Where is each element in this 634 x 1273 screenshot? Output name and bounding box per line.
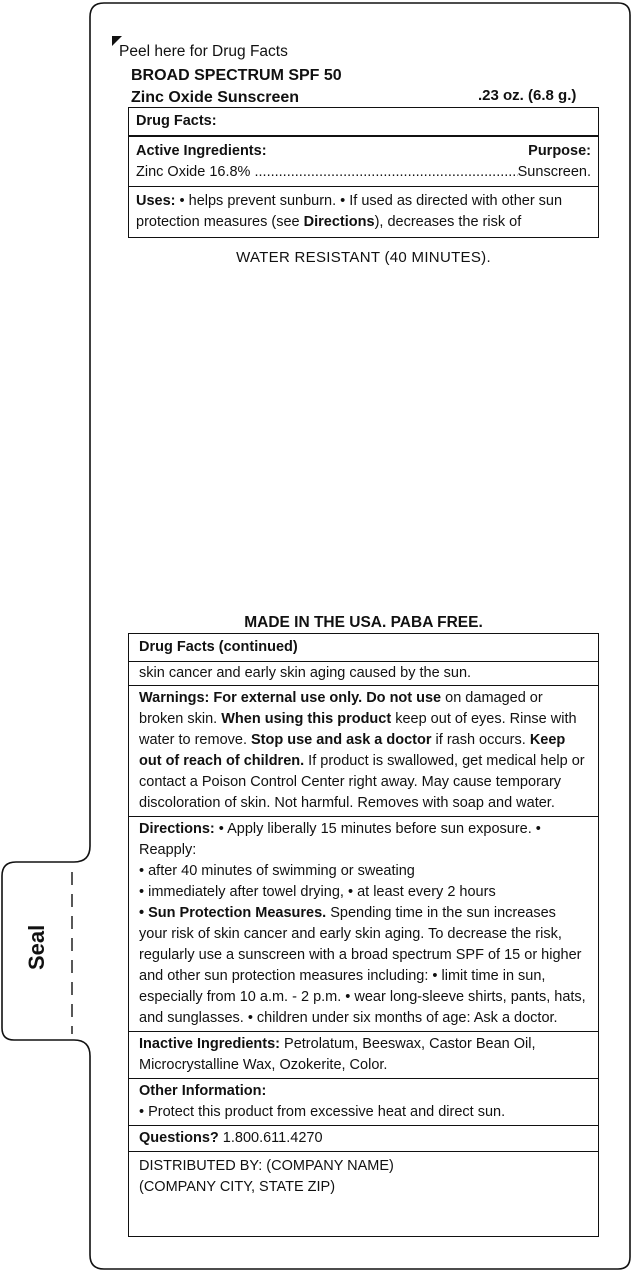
net-weight: .23 oz. (6.8 g.) — [478, 87, 577, 104]
directions-bullet-1: • after 40 minutes of swimming or sweating — [139, 863, 415, 879]
directions-section — [129, 817, 598, 1032]
questions-section — [129, 1126, 598, 1152]
directions-label: Directions: — [139, 821, 215, 837]
warnings-text-3: if rash occurs. — [431, 732, 530, 748]
made-in-usa: MADE IN THE USA. PABA FREE. — [244, 614, 483, 631]
sun-protection-label: • Sun Protection Measures. — [139, 905, 327, 921]
keep-out-label: Keep out of reach of children. — [139, 732, 566, 769]
ingredient-purpose: Sunscreen. — [517, 164, 591, 180]
drug-facts-bottom — [128, 633, 599, 1237]
directions-bullet-2: • immediately after towel drying, • at least every 2 hours — [139, 884, 496, 900]
warnings-text: on damaged or broken skin. — [139, 690, 543, 727]
purpose-label: Purpose: — [528, 143, 591, 159]
uses-label: Uses: — [136, 193, 176, 209]
peel-label[interactable]: Peel here for Drug Facts — [119, 43, 288, 60]
distributed-by — [129, 1152, 598, 1202]
sun-protection-text: Spending time in the sun increases your risk of skin cancer and early skin aging. To decrease the risk, regularly use a sunscreen with a broad spectrum SPF of 15 or higher and other sun protection measures including: • limit time in sun, especially from 10 a.m. - 2 p.m. • wear long-sleeve shirts, pants, hats, and sunglasses. • children under six months of age: Ask a doctor. — [139, 905, 586, 1026]
other-label: Other Information: — [139, 1083, 267, 1099]
warnings-section — [129, 686, 598, 817]
uses-section — [129, 187, 598, 236]
seal-label: Seal — [24, 924, 49, 970]
distributed-line-1: DISTRIBUTED BY: (COMPANY NAME) — [139, 1158, 394, 1174]
warnings-text-4: If product is swallowed, get medical help or contact a Poison Control Center right away. May cause temporary discoloration of skin. Not harmful. Removes with soap and water. — [139, 753, 585, 811]
inactive-label: Inactive Ingredients: — [139, 1036, 281, 1052]
warnings-label: Warnings: For external use only. Do not use — [139, 690, 442, 706]
when-using-label: When using this product — [221, 711, 392, 727]
inactive-ingredients — [129, 1032, 598, 1079]
distributed-line-2: (COMPANY CITY, STATE ZIP) — [139, 1179, 336, 1195]
questions-phone: 1.800.611.4270 — [218, 1130, 323, 1146]
other-text: • Protect this product from excessive heat and direct sun. — [139, 1104, 506, 1120]
uses-continued: skin cancer and early skin aging caused by the sun. — [129, 662, 598, 686]
inactive-text: Petrolatum, Beeswax, Castor Bean Oil, Microcrystalline Wax, Ozokerite, Color. — [139, 1036, 536, 1073]
drug-facts-top — [128, 107, 599, 238]
warnings-text-2: keep out of eyes. Rinse with water to remove. — [139, 711, 577, 748]
drug-facts-continued-title: Drug Facts (continued) — [129, 634, 598, 662]
active-ingredients — [129, 137, 598, 187]
water-resistant: WATER RESISTANT (40 MINUTES). — [236, 249, 491, 266]
stop-use-label: Stop use and ask a doctor — [251, 732, 432, 748]
active-label: Active Ingredients: — [136, 143, 267, 159]
questions-label: Questions? — [139, 1130, 219, 1146]
product-subtitle: Zinc Oxide Sunscreen — [131, 89, 300, 106]
other-information — [129, 1079, 598, 1126]
uses-text-end: ), decreases the risk of — [374, 214, 522, 230]
ingredient-name: Zinc Oxide 16.8% ..... — [136, 162, 518, 183]
drug-facts-title: Drug Facts: — [129, 108, 598, 137]
directions-text: • Apply liberally 15 minutes before sun exposure. • Reapply: — [139, 821, 541, 858]
product-title: BROAD SPECTRUM SPF 50 — [131, 67, 342, 84]
uses-directions: Directions — [303, 214, 375, 230]
uses-text: • helps prevent sunburn. • If used as directed with other sun protection measures (see — [136, 193, 563, 230]
